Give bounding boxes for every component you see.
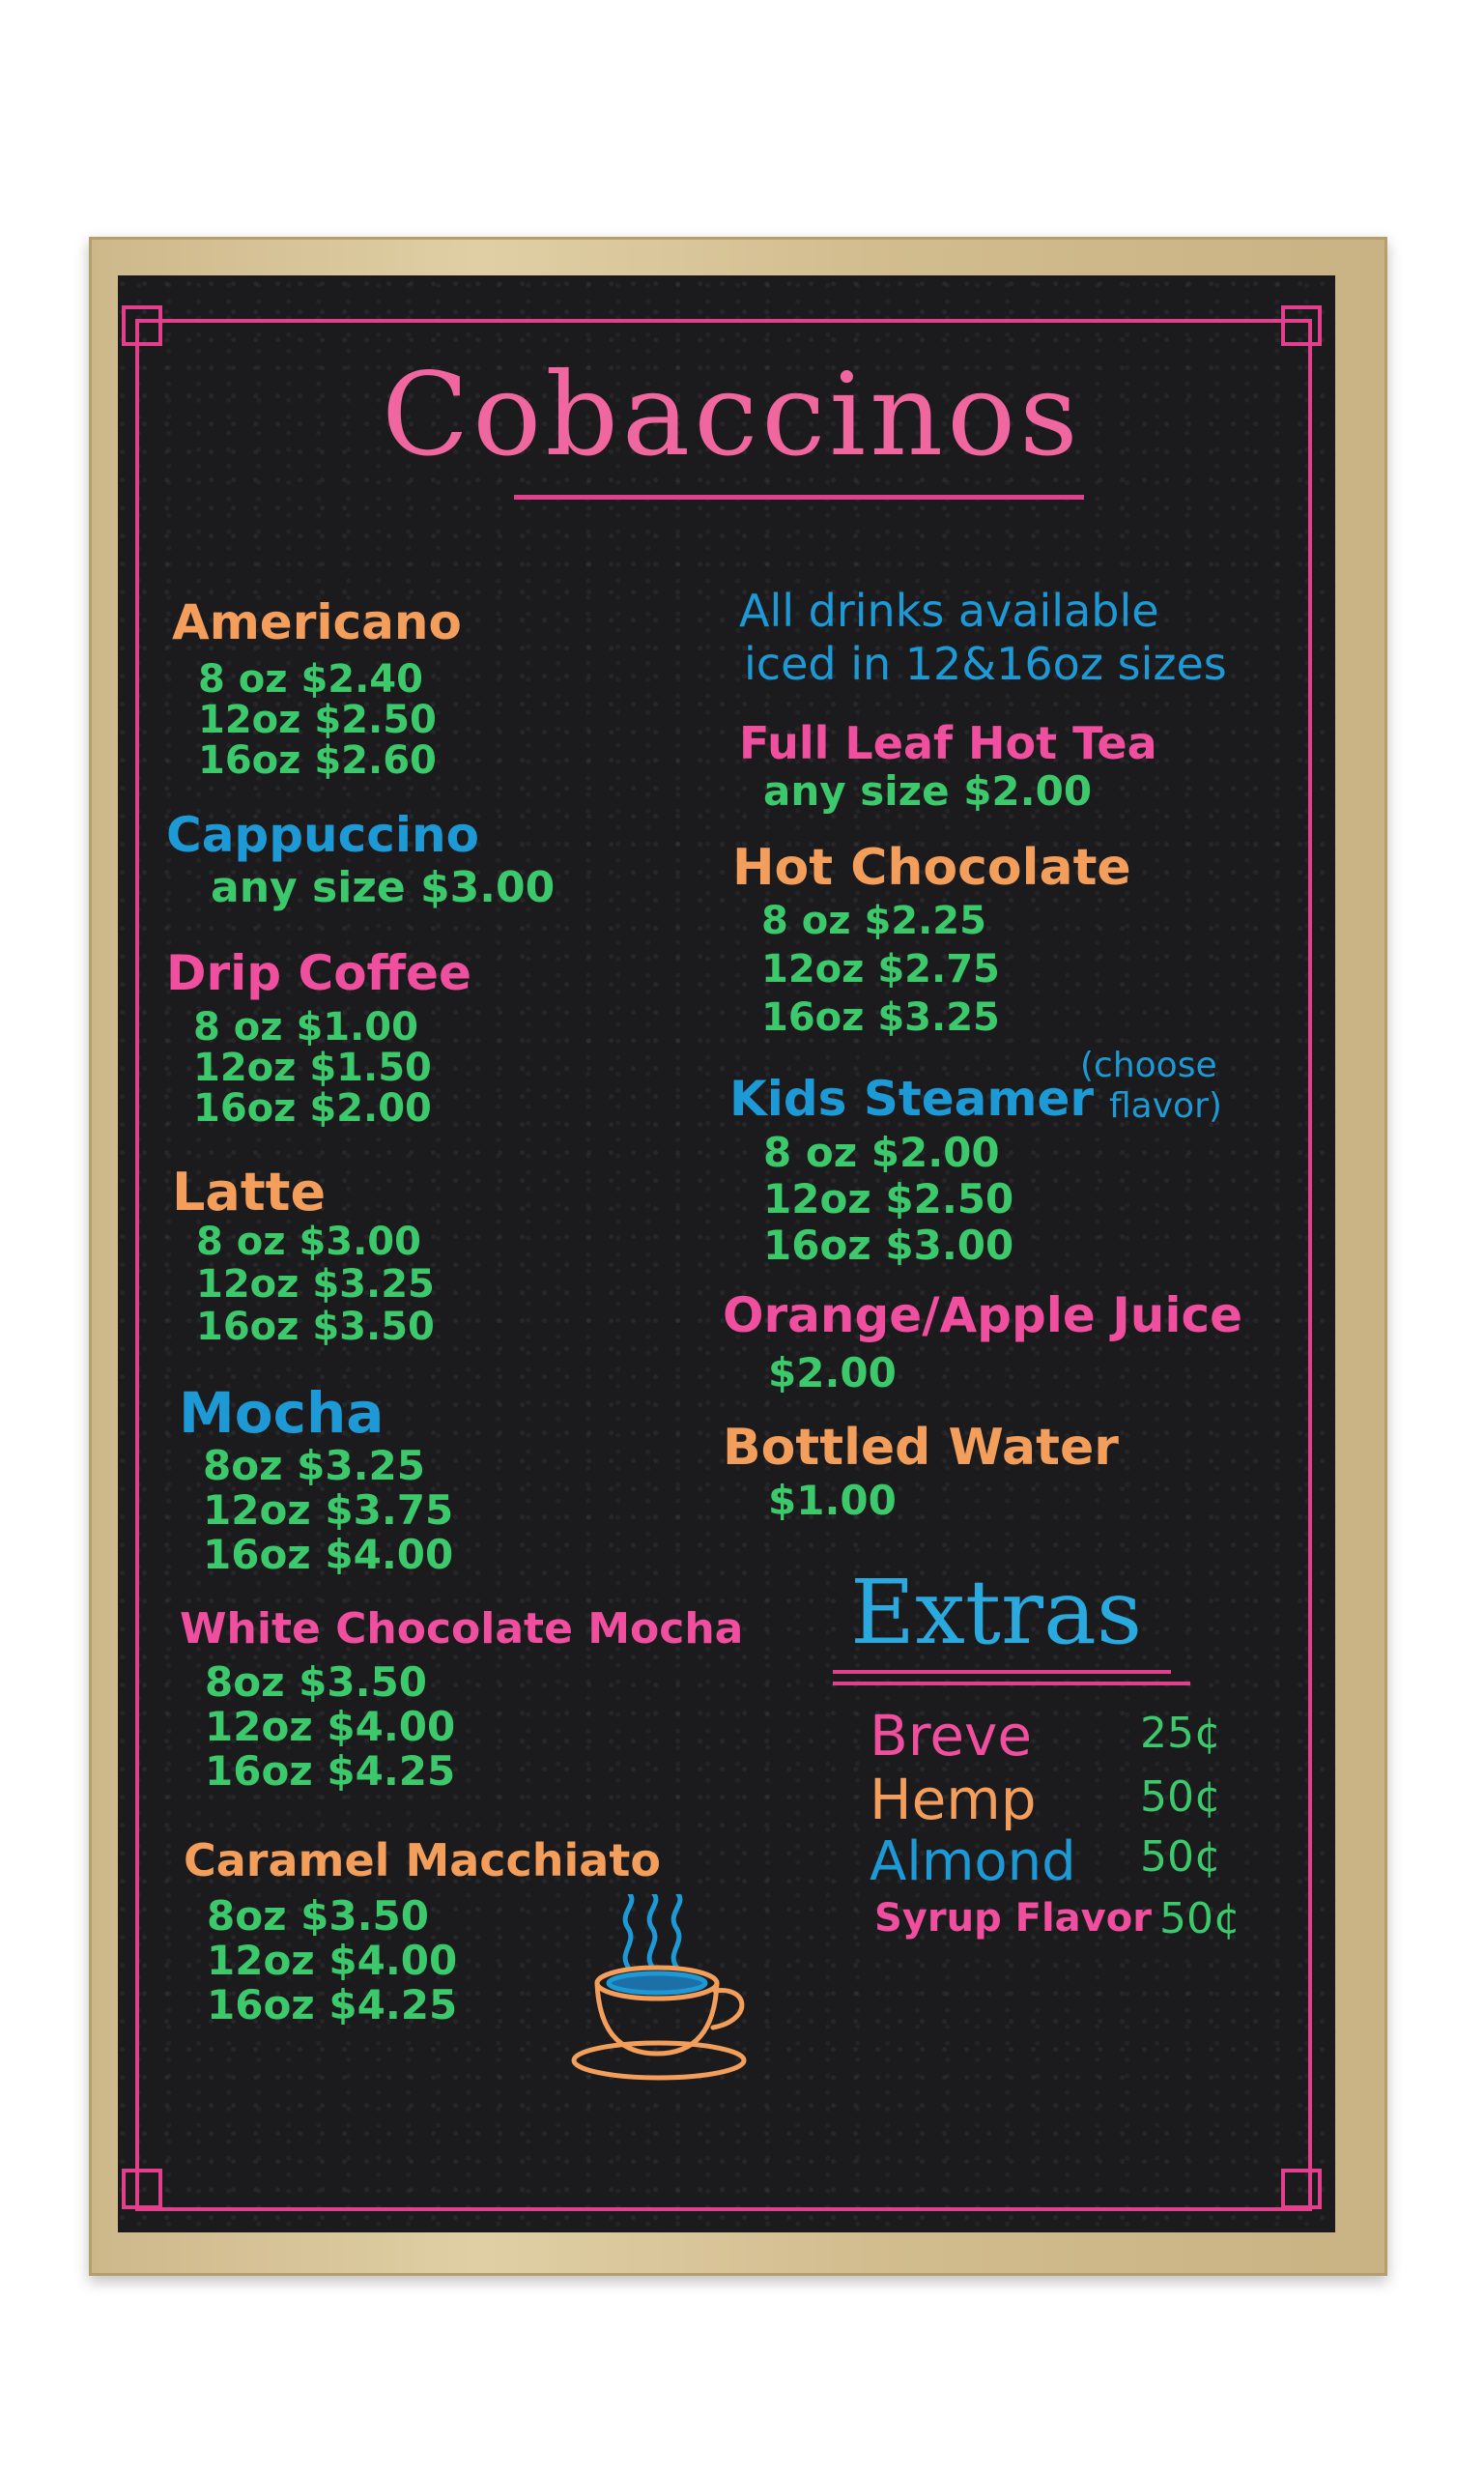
hot-chocolate-name: Hot Chocolate bbox=[732, 839, 1131, 897]
caramel-price: 8oz $3.50 bbox=[207, 1892, 429, 1940]
water-price: $1.00 bbox=[768, 1477, 897, 1524]
title-underline bbox=[514, 495, 1084, 500]
extra-price: 25¢ bbox=[1140, 1709, 1221, 1758]
coffee-cup-icon bbox=[570, 1894, 783, 2087]
caramel-price: 16oz $4.25 bbox=[207, 1981, 458, 2028]
hot-chocolate-price: 8 oz $2.25 bbox=[761, 899, 986, 943]
mocha-name: Mocha bbox=[179, 1380, 385, 1446]
extras-underline bbox=[833, 1670, 1171, 1674]
extra-price: 50¢ bbox=[1159, 1894, 1241, 1943]
mocha-price: 12oz $3.75 bbox=[203, 1486, 454, 1534]
latte-name: Latte bbox=[172, 1162, 327, 1223]
hot-chocolate-price: 16oz $3.25 bbox=[761, 995, 1000, 1040]
corner-ornament bbox=[122, 2169, 162, 2209]
drip-coffee-name: Drip Coffee bbox=[166, 945, 471, 1001]
latte-price: 16oz $3.50 bbox=[196, 1305, 435, 1349]
latte-price: 12oz $3.25 bbox=[196, 1262, 435, 1307]
white-mocha-price: 12oz $4.00 bbox=[205, 1703, 456, 1750]
kids-steamer-price: 16oz $3.00 bbox=[763, 1222, 1014, 1269]
drip-price: 12oz $1.50 bbox=[193, 1046, 432, 1090]
mocha-price: 8oz $3.25 bbox=[203, 1442, 425, 1489]
americano-price: 12oz $2.50 bbox=[198, 698, 437, 742]
extras-underline bbox=[833, 1682, 1190, 1685]
americano-name: Americano bbox=[172, 594, 462, 650]
white-mocha-price: 16oz $4.25 bbox=[205, 1747, 456, 1795]
extra-name: Syrup Flavor bbox=[874, 1896, 1152, 1941]
extra-price: 50¢ bbox=[1140, 1772, 1221, 1822]
americano-price: 16oz $2.60 bbox=[198, 738, 437, 783]
white-mocha-price: 8oz $3.50 bbox=[205, 1658, 427, 1706]
americano-price: 8 oz $2.40 bbox=[198, 657, 423, 702]
latte-price: 8 oz $3.00 bbox=[196, 1220, 421, 1264]
kids-steamer-note: flavor) bbox=[1109, 1086, 1222, 1126]
tea-name: Full Leaf Hot Tea bbox=[739, 717, 1157, 769]
corner-ornament bbox=[1281, 305, 1322, 346]
kids-steamer-price: 8 oz $2.00 bbox=[763, 1129, 1000, 1176]
extras-title: Extras bbox=[850, 1561, 1143, 1664]
cafe-title: Cobaccinos bbox=[382, 348, 1082, 481]
extra-name: Breve bbox=[870, 1703, 1033, 1769]
tea-price: any size $2.00 bbox=[763, 767, 1093, 815]
juice-name: Orange/Apple Juice bbox=[723, 1287, 1243, 1343]
kids-steamer-note: (choose bbox=[1080, 1046, 1217, 1085]
drip-price: 8 oz $1.00 bbox=[193, 1005, 418, 1050]
drip-price: 16oz $2.00 bbox=[193, 1086, 432, 1131]
juice-price: $2.00 bbox=[768, 1349, 897, 1396]
corner-ornament bbox=[1281, 2169, 1322, 2209]
extra-name: Almond bbox=[870, 1830, 1076, 1893]
white-mocha-name: White Chocolate Mocha bbox=[180, 1604, 744, 1654]
cappuccino-name: Cappuccino bbox=[166, 807, 479, 863]
kids-steamer-name: Kids Steamer bbox=[729, 1071, 1095, 1127]
cappuccino-price: any size $3.00 bbox=[211, 863, 556, 912]
kids-steamer-price: 12oz $2.50 bbox=[763, 1175, 1014, 1223]
iced-note-line1: All drinks available bbox=[739, 585, 1159, 637]
mocha-price: 16oz $4.00 bbox=[203, 1531, 454, 1578]
caramel-price: 12oz $4.00 bbox=[207, 1937, 458, 1984]
water-name: Bottled Water bbox=[723, 1419, 1119, 1477]
extra-name: Hemp bbox=[870, 1767, 1037, 1832]
iced-note-line2: iced in 12&16oz sizes bbox=[744, 638, 1227, 690]
extra-price: 50¢ bbox=[1140, 1832, 1221, 1882]
corner-ornament bbox=[122, 305, 162, 346]
hot-chocolate-price: 12oz $2.75 bbox=[761, 947, 1000, 992]
caramel-macchiato-name: Caramel Macchiato bbox=[184, 1834, 661, 1886]
